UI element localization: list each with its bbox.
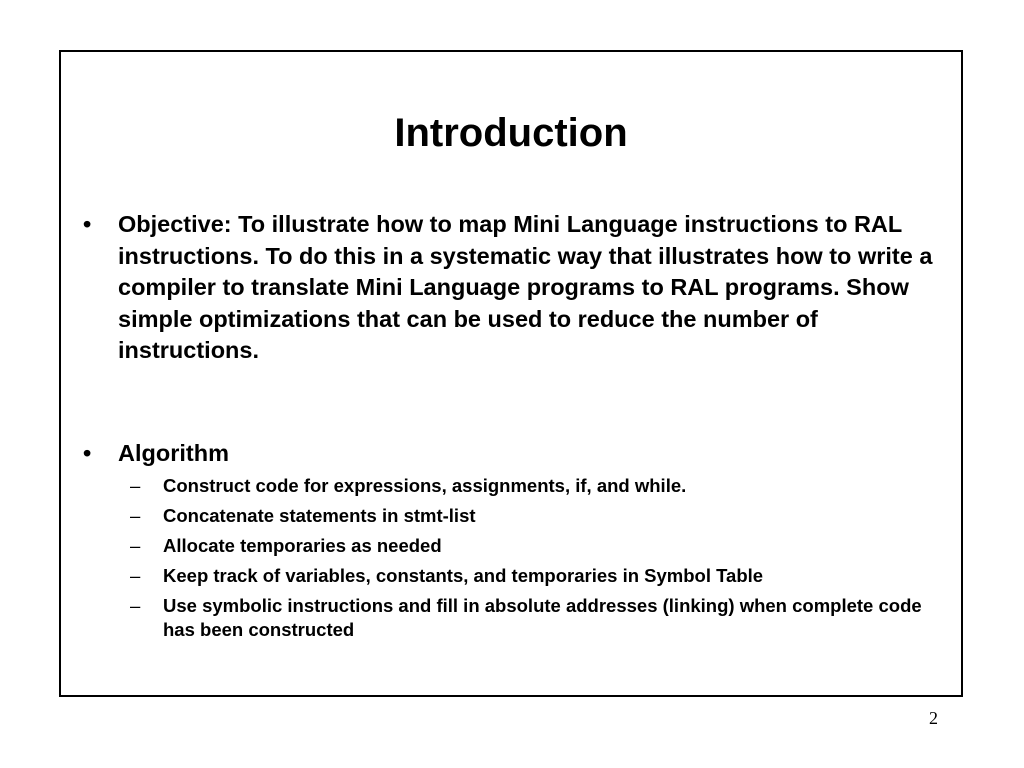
sub-item-text: Keep track of variables, constants, and temporaries in Symbol Table [163, 565, 764, 586]
bullet-objective [83, 209, 943, 367]
bullet-marker: • [83, 211, 92, 237]
page-number: 2 [929, 708, 938, 728]
sub-item-text: Concatenate statements in stmt-list [163, 505, 476, 526]
dash-marker: – [130, 535, 141, 556]
algorithm-sub-list [130, 474, 930, 648]
bullet-text: Objective: To illustrate how to map Mini Language instructions to RAL instructions. To do this in a systematic way that illustrates how to write a compiler to translate Mini Language programs to RAL programs. Show simple optimizations that can be used to reduce the number of instructions. [118, 211, 933, 363]
bullet-marker: • [83, 440, 92, 466]
sub-item-text: Construct code for expressions, assignments, if, and while. [163, 475, 687, 496]
sub-list-item [130, 504, 930, 528]
dash-marker: – [130, 595, 141, 616]
dash-marker: – [130, 505, 141, 526]
sub-item-text: Allocate temporaries as needed [163, 535, 442, 556]
sub-list-item [130, 534, 930, 558]
sub-list-item [130, 474, 930, 498]
sub-list-item [130, 564, 930, 588]
bullet-algorithm [83, 438, 943, 470]
slide-title: Introduction [394, 111, 628, 155]
dash-marker: – [130, 475, 141, 496]
bullet-text: Algorithm [118, 440, 229, 466]
sub-list-item [130, 594, 930, 642]
dash-marker: – [130, 565, 141, 586]
sub-item-text: Use symbolic instructions and fill in absolute addresses (linking) when complete code has been constructed [163, 595, 922, 640]
